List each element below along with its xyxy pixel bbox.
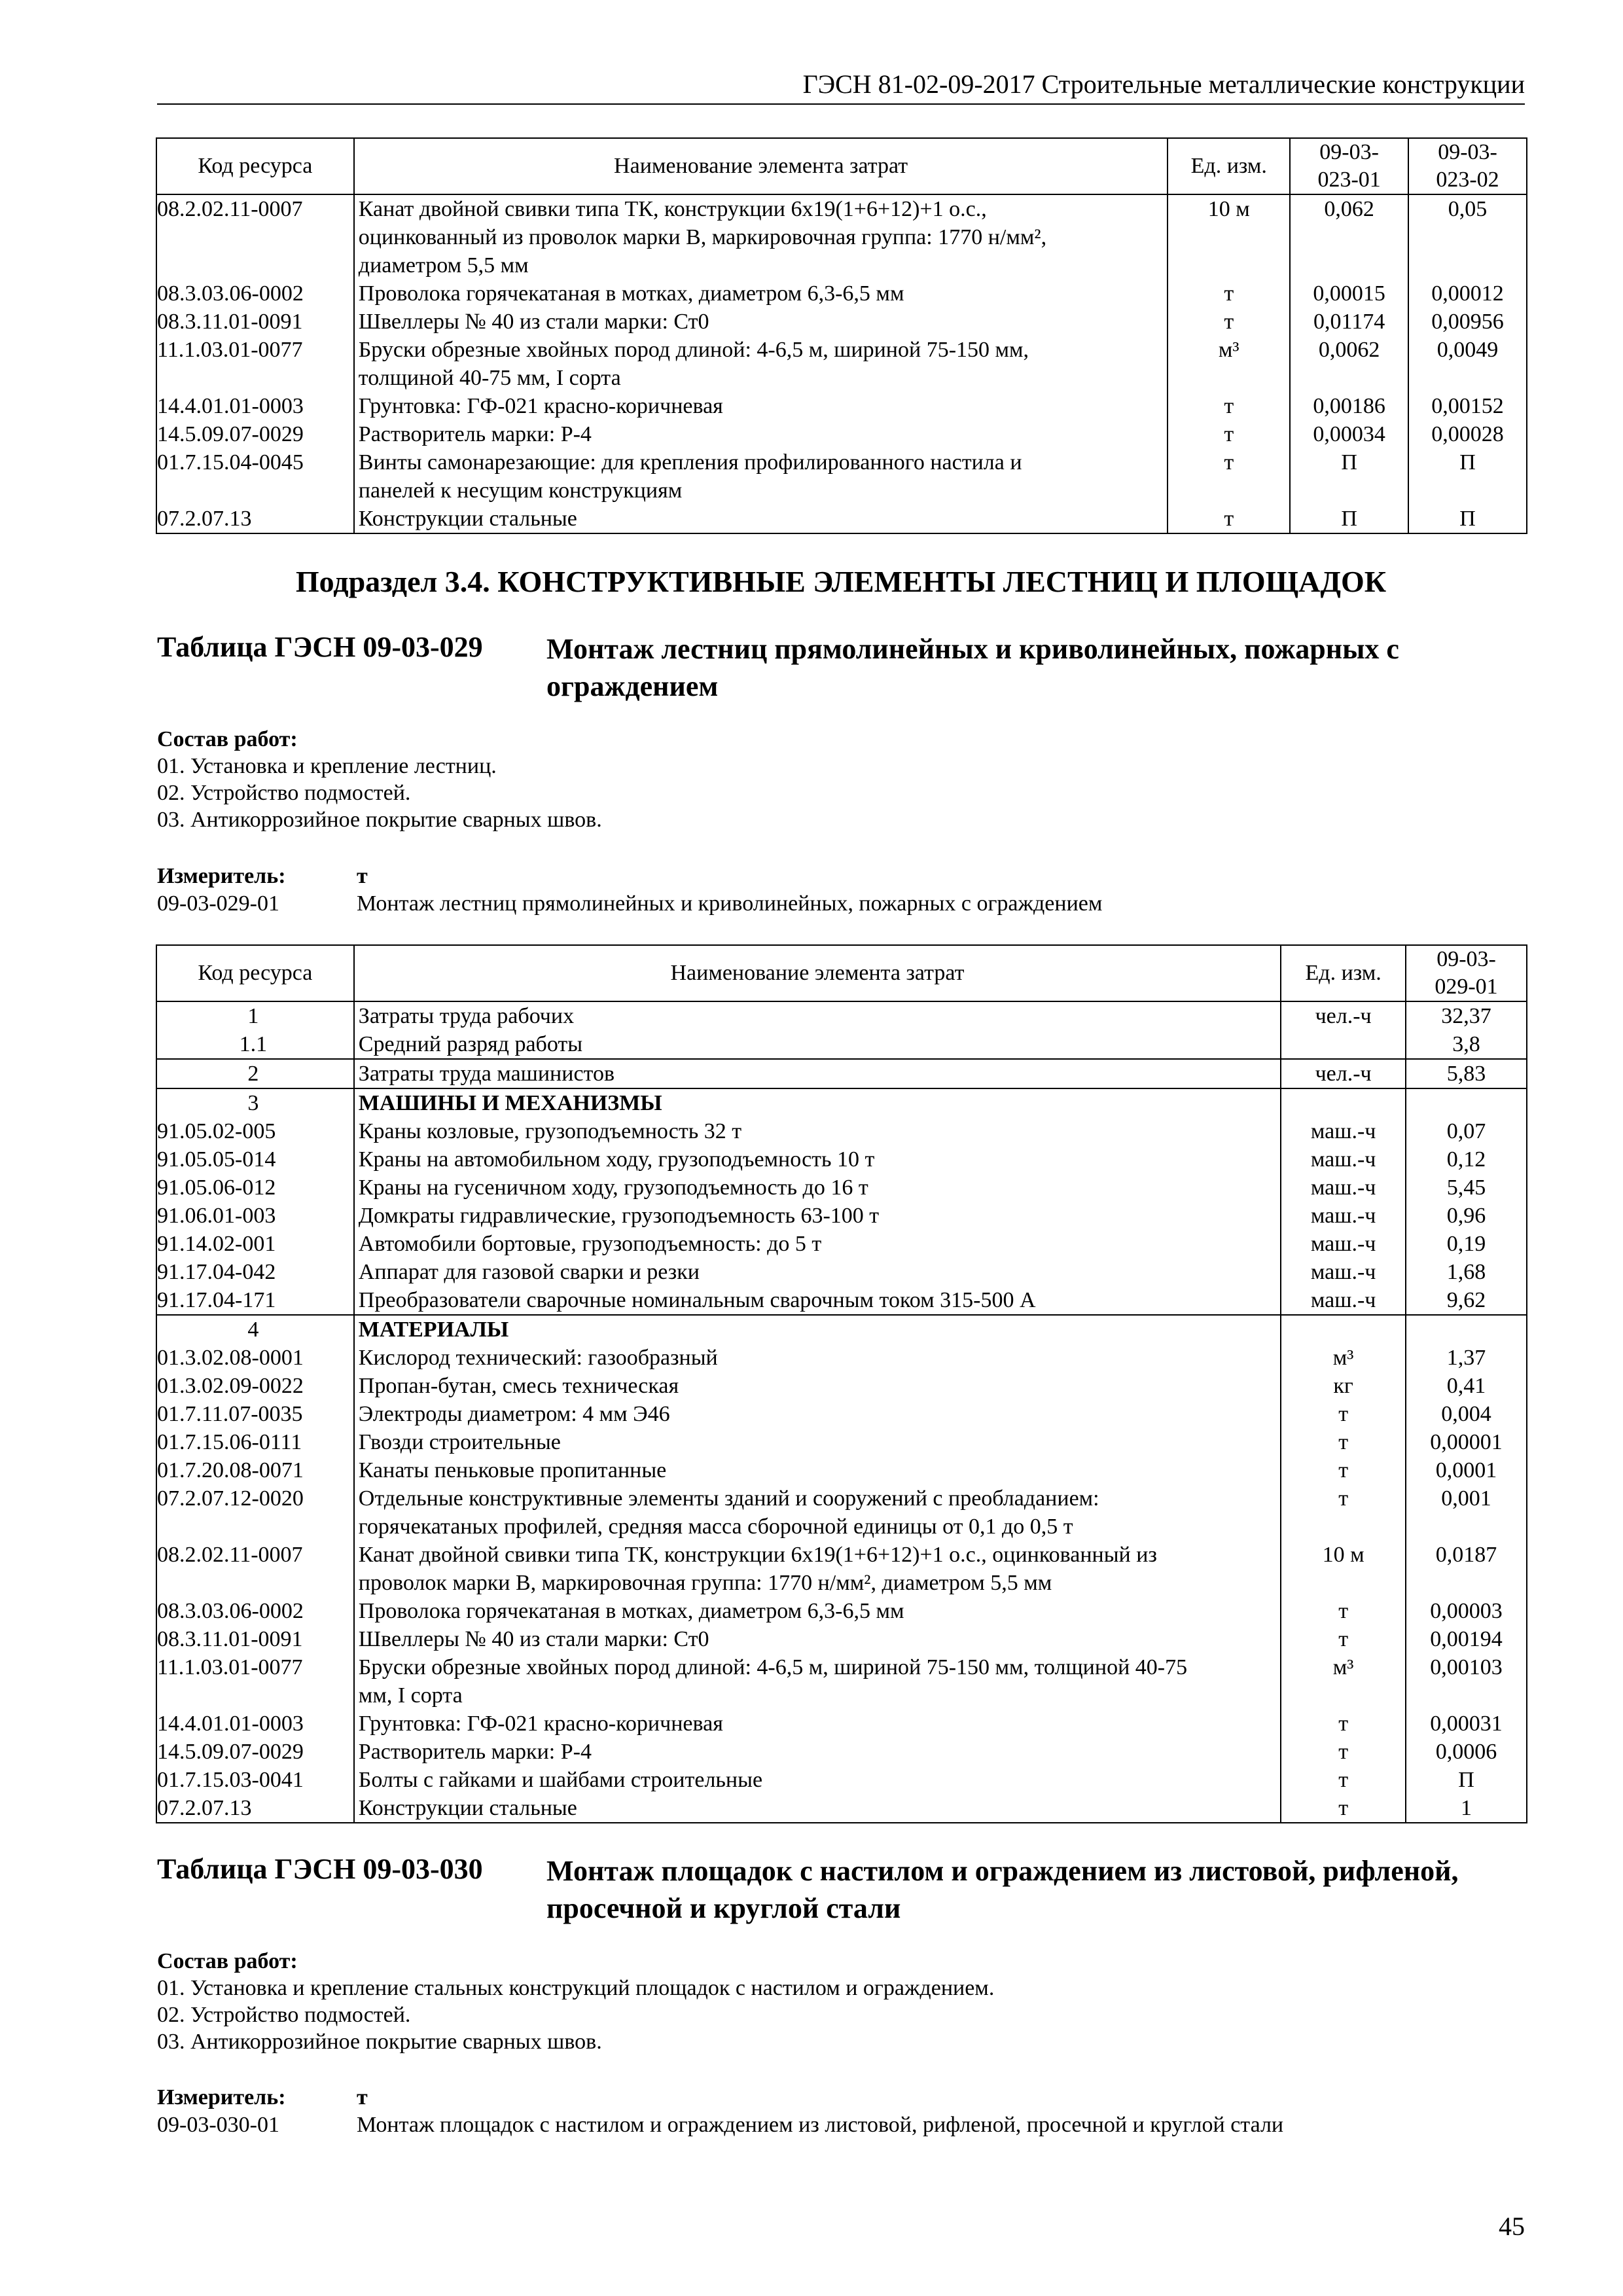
cost-element-name bbox=[354, 1541, 1281, 1597]
name-line: Швеллеры № 40 из стали марки: Ст0 bbox=[358, 310, 709, 334]
norm-value: 0,00186 bbox=[1290, 392, 1408, 420]
name-line: Затраты труда машинистов bbox=[358, 1062, 615, 1086]
norm-value: 0,00194 bbox=[1406, 1625, 1527, 1653]
name-line: Швеллеры № 40 из стали марки: Ст0 bbox=[358, 1627, 709, 1651]
name-line: Электроды диаметром: 4 мм Э46 bbox=[358, 1402, 670, 1426]
table-030-label: Таблица ГЭСН 09-03-030 bbox=[157, 1853, 483, 1885]
resource-code: 08.2.02.11-0007 bbox=[156, 1541, 354, 1597]
name-line: оцинкованный из проволок марки В, маркировочная группа: 1770 н/мм², bbox=[358, 225, 1047, 249]
unit: т bbox=[1168, 448, 1290, 505]
cost-element-name bbox=[354, 1653, 1281, 1710]
name-line: Канаты пеньковые пропитанные bbox=[358, 1458, 667, 1482]
unit: маш.-ч bbox=[1281, 1230, 1406, 1258]
table-row bbox=[156, 1710, 1527, 1738]
name-line: Проволока горячекатаная в мотках, диаметром 6,3-6,5 мм bbox=[358, 1599, 904, 1623]
column-header: Ед. изм. bbox=[1168, 138, 1290, 194]
name-line: Затраты труда рабочих bbox=[358, 1004, 575, 1028]
cost-element-name bbox=[354, 1400, 1281, 1428]
name-line: Домкраты гидравлические, грузоподъемность 63-100 т bbox=[358, 1204, 880, 1228]
column-header: 09-03- 023-01 bbox=[1290, 138, 1408, 194]
unit: маш.-ч bbox=[1281, 1117, 1406, 1145]
norm-value bbox=[1406, 1315, 1527, 1344]
resource-code: 4 bbox=[156, 1315, 354, 1344]
norm-value: 0,00152 bbox=[1408, 392, 1527, 420]
cost-element-name bbox=[354, 308, 1168, 336]
cost-element-name bbox=[354, 1794, 1281, 1823]
unit: т bbox=[1168, 308, 1290, 336]
item-name: Монтаж площадок с настилом и ограждением из листовой, рифленой, просечной и круглой стали bbox=[357, 2113, 1284, 2137]
name-line: Средний разряд работы bbox=[358, 1032, 583, 1056]
resource-code: 91.14.02-001 bbox=[156, 1230, 354, 1258]
resource-code: 07.2.07.13 bbox=[156, 1794, 354, 1823]
running-header: ГЭСН 81-02-09-2017 Строительные металлические конструкции bbox=[157, 69, 1525, 105]
table-row bbox=[156, 1117, 1527, 1145]
resource-code: 01.7.20.08-0071 bbox=[156, 1456, 354, 1484]
unit: т bbox=[1281, 1625, 1406, 1653]
table-029-label: Таблица ГЭСН 09-03-029 bbox=[157, 631, 483, 663]
name-line: Канат двойной свивки типа ТК, конструкции 6х19(1+6+12)+1 о.с., оцинкованный из bbox=[358, 1543, 1157, 1567]
cost-element-name bbox=[354, 1344, 1281, 1372]
unit: 10 м bbox=[1168, 194, 1290, 279]
meter-label: Измеритель: bbox=[157, 864, 286, 888]
unit: т bbox=[1281, 1738, 1406, 1766]
meter-029 bbox=[157, 863, 1102, 918]
resource-code: 91.06.01-003 bbox=[156, 1202, 354, 1230]
resource-code: 11.1.03.01-0077 bbox=[156, 1653, 354, 1710]
table-row bbox=[156, 1794, 1527, 1823]
norm-value: 1 bbox=[1406, 1794, 1527, 1823]
table-row bbox=[156, 279, 1527, 308]
norm-value: 5,83 bbox=[1406, 1059, 1527, 1088]
unit: 10 м bbox=[1281, 1541, 1406, 1597]
unit bbox=[1281, 1030, 1406, 1059]
name-line: Краны на гусеничном ходу, грузоподъемность до 16 т bbox=[358, 1175, 868, 1200]
name-line: Растворитель марки: Р-4 bbox=[358, 422, 592, 446]
table-row bbox=[156, 1202, 1527, 1230]
name-line: Автомобили бортовые, грузоподъемность: до 5 т bbox=[358, 1232, 822, 1256]
resource-code: 91.17.04-171 bbox=[156, 1286, 354, 1315]
meter-030 bbox=[157, 2084, 1283, 2139]
norm-value: 0,0187 bbox=[1406, 1541, 1527, 1597]
cost-element-name bbox=[354, 1202, 1281, 1230]
table-row bbox=[156, 1315, 1527, 1344]
resource-code: 91.17.04-042 bbox=[156, 1258, 354, 1286]
name-line: Канат двойной свивки типа ТК, конструкции 6х19(1+6+12)+1 о.с., bbox=[358, 197, 987, 221]
table-row bbox=[156, 1541, 1527, 1597]
work-item: 03. Антикоррозийное покрытие сварных швов. bbox=[157, 2030, 602, 2054]
name-line: горячекатаных профилей, средняя масса сборочной единицы от 0,1 до 0,5 т bbox=[358, 1515, 1073, 1539]
norm-value: 0,00956 bbox=[1408, 308, 1527, 336]
name-line: Кислород технический: газообразный bbox=[358, 1346, 718, 1370]
works-label: Состав работ: bbox=[157, 727, 298, 751]
norm-value: 0,00003 bbox=[1406, 1597, 1527, 1625]
works-029 bbox=[157, 726, 602, 833]
name-line: диаметром 5,5 мм bbox=[358, 253, 529, 278]
table-row bbox=[156, 1456, 1527, 1484]
unit: чел.-ч bbox=[1281, 1059, 1406, 1088]
unit: т bbox=[1281, 1484, 1406, 1541]
name-line: Бруски обрезные хвойных пород длиной: 4-6,5 м, шириной 75-150 мм, толщиной 40-75 bbox=[358, 1655, 1188, 1679]
resource-code: 91.05.06-012 bbox=[156, 1174, 354, 1202]
resource-code: 1.1 bbox=[156, 1030, 354, 1059]
name-line: Проволока горячекатаная в мотках, диаметром 6,3-6,5 мм bbox=[358, 281, 904, 306]
unit: маш.-ч bbox=[1281, 1202, 1406, 1230]
unit: чел.-ч bbox=[1281, 1001, 1406, 1030]
cost-element-name bbox=[354, 1230, 1281, 1258]
work-item: 03. Антикоррозийное покрытие сварных швов. bbox=[157, 808, 602, 832]
norm-value: 32,37 bbox=[1406, 1001, 1527, 1030]
table-row bbox=[156, 1597, 1527, 1625]
table-029-description: Монтаж лестниц прямолинейных и криволинейных, пожарных с ограждением bbox=[546, 633, 1399, 702]
resource-code: 1 bbox=[156, 1001, 354, 1030]
norm-value: 0,00028 bbox=[1408, 420, 1527, 448]
norm-value: 0,00015 bbox=[1290, 279, 1408, 308]
resource-code: 14.5.09.07-0029 bbox=[156, 1738, 354, 1766]
cost-element-name bbox=[354, 1258, 1281, 1286]
resource-code: 08.3.11.01-0091 bbox=[156, 308, 354, 336]
norm-value: 0,0006 bbox=[1406, 1738, 1527, 1766]
unit: м³ bbox=[1281, 1344, 1406, 1372]
cost-element-name bbox=[354, 1597, 1281, 1625]
table-row bbox=[156, 1230, 1527, 1258]
unit: т bbox=[1168, 505, 1290, 533]
name-line: проволок марки В, маркировочная группа: 1770 н/мм², диаметром 5,5 мм bbox=[358, 1571, 1052, 1595]
column-header: 09-03- 023-02 bbox=[1408, 138, 1527, 194]
name-line: Растворитель марки: Р-4 bbox=[358, 1740, 592, 1764]
norm-value: 0,01174 bbox=[1290, 308, 1408, 336]
resource-code: 08.3.03.06-0002 bbox=[156, 1597, 354, 1625]
cost-element-name bbox=[354, 392, 1168, 420]
table-row bbox=[156, 336, 1527, 392]
unit: т bbox=[1168, 392, 1290, 420]
norm-value: 0,004 bbox=[1406, 1400, 1527, 1428]
resource-code: 01.7.15.06-0111 bbox=[156, 1428, 354, 1456]
table-row bbox=[156, 392, 1527, 420]
name-line: Гвозди строительные bbox=[358, 1430, 561, 1454]
table-row bbox=[156, 1625, 1527, 1653]
subsection-title: Подраздел 3.4. КОНСТРУКТИВНЫЕ ЭЛЕМЕНТЫ ЛЕСТНИЦ И ПЛОЩАДОК bbox=[295, 565, 1387, 598]
unit: кг bbox=[1281, 1372, 1406, 1400]
unit bbox=[1281, 1315, 1406, 1344]
resource-code: 11.1.03.01-0077 bbox=[156, 336, 354, 392]
norm-value: 0,062 bbox=[1290, 194, 1408, 279]
norm-value: П bbox=[1406, 1766, 1527, 1794]
cost-element-name bbox=[354, 1625, 1281, 1653]
norm-value: 0,00012 bbox=[1408, 279, 1527, 308]
resource-code: 07.2.07.12-0020 bbox=[156, 1484, 354, 1541]
work-item: 01. Установка и крепление стальных конструкций площадок с настилом и ограждением. bbox=[157, 1976, 995, 2000]
resource-code: 01.3.02.09-0022 bbox=[156, 1372, 354, 1400]
name-line: Грунтовка: ГФ-021 красно-коричневая bbox=[358, 394, 723, 418]
table-row bbox=[156, 1145, 1527, 1174]
table-row bbox=[156, 1400, 1527, 1428]
name-line: Отдельные конструктивные элементы зданий и сооружений с преобладанием: bbox=[358, 1486, 1099, 1511]
unit: т bbox=[1281, 1456, 1406, 1484]
table-row bbox=[156, 1372, 1527, 1400]
norm-value: 0,00031 bbox=[1406, 1710, 1527, 1738]
name-line: Конструкции стальные bbox=[358, 1796, 577, 1820]
unit: т bbox=[1281, 1766, 1406, 1794]
unit: маш.-ч bbox=[1281, 1145, 1406, 1174]
norm-value: 0,00034 bbox=[1290, 420, 1408, 448]
name-line: Болты с гайками и шайбами строительные bbox=[358, 1768, 763, 1792]
norm-value: П bbox=[1408, 448, 1527, 505]
cost-element-name bbox=[354, 1456, 1281, 1484]
cost-element-name bbox=[354, 505, 1168, 533]
norm-value: 0,0001 bbox=[1406, 1456, 1527, 1484]
table-row bbox=[156, 505, 1527, 533]
unit: маш.-ч bbox=[1281, 1174, 1406, 1202]
page-number: 45 bbox=[1499, 2212, 1525, 2241]
resource-code: 01.7.15.03-0041 bbox=[156, 1766, 354, 1794]
resource-code: 01.3.02.08-0001 bbox=[156, 1344, 354, 1372]
norm-value: 0,00103 bbox=[1406, 1653, 1527, 1710]
norm-value: 0,0062 bbox=[1290, 336, 1408, 392]
norm-value: 0,00001 bbox=[1406, 1428, 1527, 1456]
resource-code: 01.7.15.04-0045 bbox=[156, 448, 354, 505]
name-line: Краны козловые, грузоподъемность 32 т bbox=[358, 1119, 742, 1143]
unit: м³ bbox=[1168, 336, 1290, 392]
unit: т bbox=[1281, 1794, 1406, 1823]
unit bbox=[1281, 1088, 1406, 1117]
cost-element-name bbox=[354, 1738, 1281, 1766]
cost-element-name bbox=[354, 1001, 1281, 1030]
table-row bbox=[156, 1653, 1527, 1710]
item-name: Монтаж лестниц прямолинейных и криволинейных, пожарных с ограждением bbox=[357, 891, 1103, 916]
table-row bbox=[156, 1428, 1527, 1456]
norm-value: 0,0049 bbox=[1408, 336, 1527, 392]
resource-code: 14.4.01.01-0003 bbox=[156, 392, 354, 420]
unit: т bbox=[1168, 279, 1290, 308]
name-line: Бруски обрезные хвойных пород длиной: 4-6,5 м, шириной 75-150 мм, bbox=[358, 338, 1029, 362]
name-line: Краны на автомобильном ходу, грузоподъемность 10 т bbox=[358, 1147, 875, 1172]
table-row bbox=[156, 1484, 1527, 1541]
cost-element-name bbox=[354, 1286, 1281, 1315]
norm-value: 0,41 bbox=[1406, 1372, 1527, 1400]
cost-element-name bbox=[354, 1315, 1281, 1344]
table-030-description: Монтаж площадок с настилом и ограждением из листовой, рифленой, просечной и круглой стали bbox=[546, 1855, 1459, 1924]
cost-element-name bbox=[354, 194, 1168, 279]
column-header: Наименование элемента затрат bbox=[354, 138, 1168, 194]
norm-value: 1,37 bbox=[1406, 1344, 1527, 1372]
norm-value: 0,19 bbox=[1406, 1230, 1527, 1258]
resource-code: 91.05.02-005 bbox=[156, 1117, 354, 1145]
item-code: 09-03-029-01 bbox=[157, 891, 279, 916]
norm-value: П bbox=[1408, 505, 1527, 533]
norm-value: 0,12 bbox=[1406, 1145, 1527, 1174]
column-header: Ед. изм. bbox=[1281, 945, 1406, 1001]
meter-label: Измеритель: bbox=[157, 2085, 286, 2109]
work-item: 01. Установка и крепление лестниц. bbox=[157, 754, 497, 778]
table-row bbox=[156, 448, 1527, 505]
cost-element-name bbox=[354, 279, 1168, 308]
norm-value: 3,8 bbox=[1406, 1030, 1527, 1059]
resource-code: 3 bbox=[156, 1088, 354, 1117]
cost-element-name bbox=[354, 336, 1168, 392]
name-line: Грунтовка: ГФ-021 красно-коричневая bbox=[358, 1712, 723, 1736]
table-row bbox=[156, 308, 1527, 336]
column-header: Наименование элемента затрат bbox=[354, 945, 1281, 1001]
cost-element-name bbox=[354, 1059, 1281, 1088]
name-line: мм, I сорта bbox=[358, 1683, 463, 1708]
unit: т bbox=[1281, 1400, 1406, 1428]
name-line: Преобразователи сварочные номинальным сварочным током 315-500 А bbox=[358, 1288, 1036, 1312]
column-header: 09-03- 029-01 bbox=[1406, 945, 1527, 1001]
cost-element-name bbox=[354, 1428, 1281, 1456]
resource-code: 14.4.01.01-0003 bbox=[156, 1710, 354, 1738]
table-row bbox=[156, 1766, 1527, 1794]
norm-value: П bbox=[1290, 448, 1408, 505]
cost-element-name bbox=[354, 1117, 1281, 1145]
table-row bbox=[156, 1059, 1527, 1088]
unit: т bbox=[1168, 420, 1290, 448]
cost-element-name bbox=[354, 1766, 1281, 1794]
cost-element-name bbox=[354, 420, 1168, 448]
norm-value: 0,05 bbox=[1408, 194, 1527, 279]
cost-element-name bbox=[354, 1484, 1281, 1541]
column-header: Код ресурса bbox=[156, 138, 354, 194]
cost-element-name bbox=[354, 448, 1168, 505]
resource-code: 07.2.07.13 bbox=[156, 505, 354, 533]
work-item: 02. Устройство подмостей. bbox=[157, 781, 411, 805]
resource-code: 01.7.11.07-0035 bbox=[156, 1400, 354, 1428]
table-row bbox=[156, 1344, 1527, 1372]
norm-value: 0,001 bbox=[1406, 1484, 1527, 1541]
work-item: 02. Устройство подмостей. bbox=[157, 2003, 411, 2027]
resource-table-023 bbox=[156, 137, 1527, 534]
table-row bbox=[156, 1001, 1527, 1030]
resource-code: 08.2.02.11-0007 bbox=[156, 194, 354, 279]
unit: м³ bbox=[1281, 1653, 1406, 1710]
name-line: Аппарат для газовой сварки и резки bbox=[358, 1260, 700, 1284]
meter-unit: т bbox=[357, 864, 368, 888]
name-line: МАШИНЫ И МЕХАНИЗМЫ bbox=[358, 1091, 662, 1115]
unit: маш.-ч bbox=[1281, 1286, 1406, 1315]
name-line: толщиной 40-75 мм, I сорта bbox=[358, 366, 621, 390]
resource-code: 08.3.03.06-0002 bbox=[156, 279, 354, 308]
norm-value: П bbox=[1290, 505, 1408, 533]
resource-code: 2 bbox=[156, 1059, 354, 1088]
cost-element-name bbox=[354, 1710, 1281, 1738]
norm-value: 0,07 bbox=[1406, 1117, 1527, 1145]
works-030 bbox=[157, 1948, 994, 2055]
cost-element-name bbox=[354, 1030, 1281, 1059]
norm-value: 5,45 bbox=[1406, 1174, 1527, 1202]
column-header: Код ресурса bbox=[156, 945, 354, 1001]
resource-code: 91.05.05-014 bbox=[156, 1145, 354, 1174]
name-line: Винты самонарезающие: для крепления профилированного настила и bbox=[358, 450, 1022, 475]
unit: т bbox=[1281, 1597, 1406, 1625]
meter-unit: т bbox=[357, 2085, 368, 2109]
item-code: 09-03-030-01 bbox=[157, 2113, 279, 2137]
table-row bbox=[156, 1174, 1527, 1202]
cost-element-name bbox=[354, 1174, 1281, 1202]
works-label: Состав работ: bbox=[157, 1949, 298, 1973]
resource-code: 08.3.11.01-0091 bbox=[156, 1625, 354, 1653]
cost-element-name bbox=[354, 1088, 1281, 1117]
resource-code: 14.5.09.07-0029 bbox=[156, 420, 354, 448]
resource-table-029 bbox=[156, 944, 1527, 1823]
name-line: МАТЕРИАЛЫ bbox=[358, 1318, 509, 1342]
table-row bbox=[156, 1088, 1527, 1117]
norm-value: 0,96 bbox=[1406, 1202, 1527, 1230]
name-line: Пропан-бутан, смесь техническая bbox=[358, 1374, 679, 1398]
table-row bbox=[156, 1286, 1527, 1315]
table-row bbox=[156, 1258, 1527, 1286]
unit: маш.-ч bbox=[1281, 1258, 1406, 1286]
norm-value bbox=[1406, 1088, 1527, 1117]
unit: т bbox=[1281, 1428, 1406, 1456]
table-row bbox=[156, 420, 1527, 448]
table-row bbox=[156, 1738, 1527, 1766]
name-line: Конструкции стальные bbox=[358, 507, 577, 531]
table-row bbox=[156, 1030, 1527, 1059]
table-row bbox=[156, 194, 1527, 279]
norm-value: 9,62 bbox=[1406, 1286, 1527, 1315]
cost-element-name bbox=[354, 1372, 1281, 1400]
unit: т bbox=[1281, 1710, 1406, 1738]
name-line: панелей к несущим конструкциям bbox=[358, 478, 683, 503]
norm-value: 1,68 bbox=[1406, 1258, 1527, 1286]
cost-element-name bbox=[354, 1145, 1281, 1174]
